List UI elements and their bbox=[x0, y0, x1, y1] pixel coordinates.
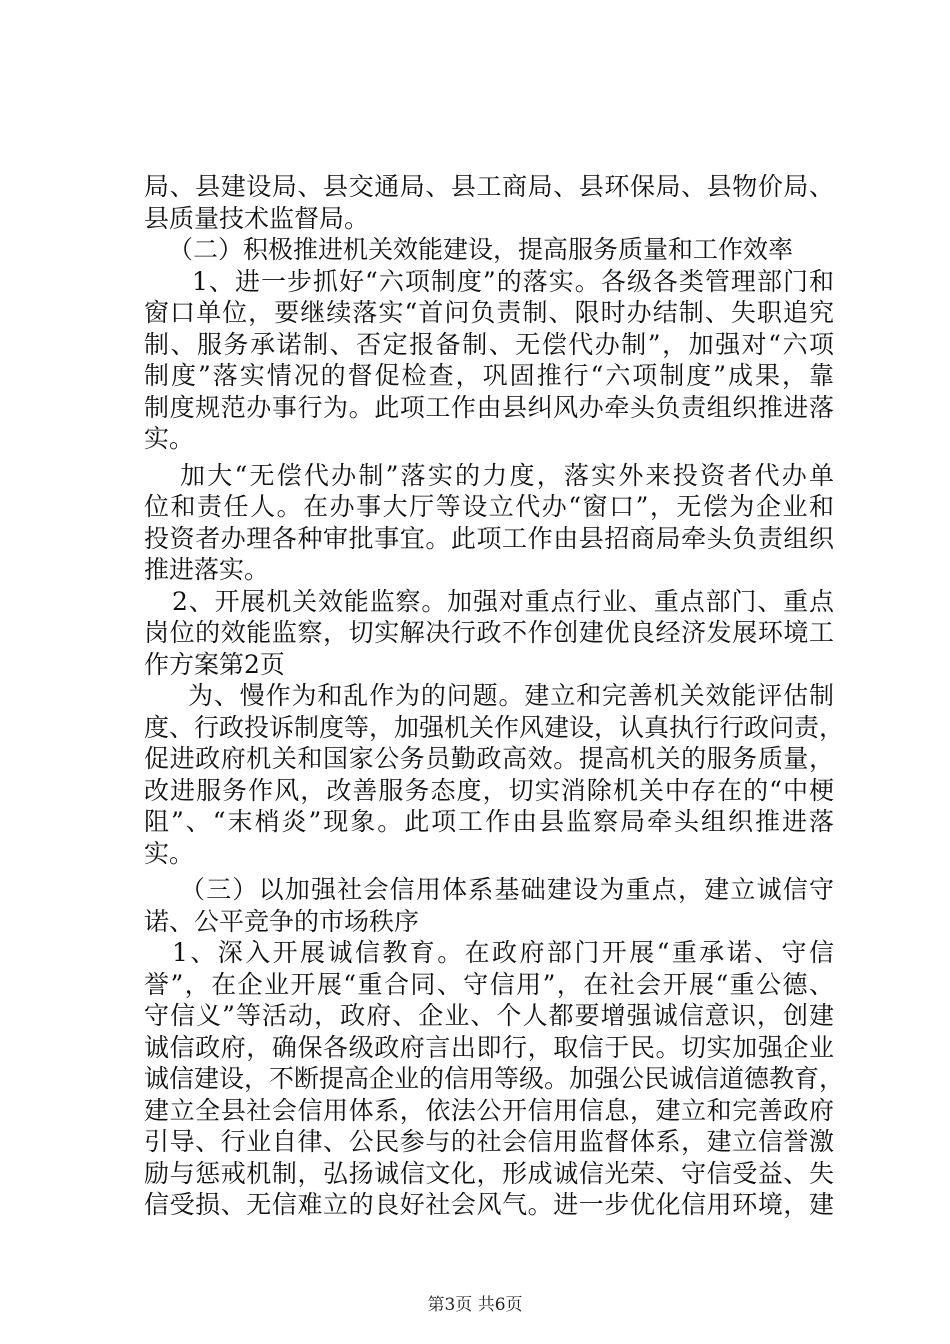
text-line: 度、行政投诉制度等，加强机关作风建设，认真执行行政问责， bbox=[144, 712, 845, 742]
text-line: 阻”、“末梢炎”现象。此项工作由县监察局牵头组织推进落 bbox=[144, 807, 834, 836]
text-line: 誉”，在企业开展“重合同、守信用”，在社会开展“重公德、 bbox=[144, 969, 834, 999]
text-line: 励与惩戒机制，弘扬诚信文化，形成诚信光荣、守信受益、失 bbox=[144, 1158, 834, 1188]
text-line: 改进服务作风，改善服务态度，切实消除机关中存在的“中梗 bbox=[144, 775, 834, 805]
section-heading: （二）积极推进机关效能建设，提高服务质量和工作效率 bbox=[168, 235, 794, 264]
text-line: 加大“无偿代办制”落实的力度，落实外来投资者代办单 bbox=[180, 460, 834, 490]
text-line: 制度规范办事行为。此项工作由县纠风办牵头负责组织推进落 bbox=[144, 392, 834, 422]
text-line: 推进落实。 bbox=[144, 555, 270, 584]
text-line: 投资者办理各种审批事宜。此项工作由县招商局牵头负责组织 bbox=[144, 523, 834, 553]
text-line: 守信义”等活动，政府、企业、个人都要增强诚信意识，创建 bbox=[144, 1001, 834, 1030]
text-line: 为、慢作为和乱作为的问题。建立和完善机关效能评估制 bbox=[188, 681, 834, 710]
text-line: 信受损、无信难立的良好社会风气。进一步优化信用环境，建 bbox=[144, 1190, 834, 1219]
text-line: 窗口单位，要继续落实“首问负责制、限时办结制、失职追究 bbox=[144, 298, 834, 327]
text-line: 建立全县社会信用体系，依法公开信用信息，建立和完善政府 bbox=[144, 1095, 834, 1125]
section-heading: 诺、公平竞争的市场秩序 bbox=[144, 906, 420, 936]
section-heading: （三）以加强社会信用体系基础建设为重点，建立诚信守 bbox=[180, 875, 834, 904]
text-line: 制、服务承诺制、否定报备制、无偿代办制”，加强对“六项 bbox=[144, 329, 834, 359]
text-line: 1、深入开展诚信教育。在政府部门开展“重承诺、守信 bbox=[172, 938, 834, 967]
text-line: 位和责任人。在办事大厅等设立代办“窗口”，无偿为企业和 bbox=[144, 492, 834, 521]
text-line: 县质量技术监督局。 bbox=[144, 203, 370, 233]
text-line: 引导、行业自律、公民参与的社会信用监督体系，建立信誉激 bbox=[144, 1127, 834, 1156]
document-body bbox=[144, 171, 845, 1221]
text-line: 2、开展机关效能监察。加强对重点行业、重点部门、重点 bbox=[172, 586, 834, 616]
text-line: 岗位的效能监察，切实解决行政不作创建优良经济发展环境工 bbox=[144, 618, 834, 647]
text-line: 实。 bbox=[144, 838, 195, 868]
text-line: 1、进一步抓好“六项制度”的落实。各级各类管理部门和 bbox=[192, 266, 834, 296]
text-line: 局、县建设局、县交通局、县工商局、县环保局、县物价局、 bbox=[144, 172, 834, 201]
text-line: 制度”落实情况的督促检查，巩固推行“六项制度”成果，靠 bbox=[144, 361, 834, 390]
page-footer: 第3页 共6页 bbox=[427, 1295, 523, 1315]
text-line: 作方案第2页 bbox=[144, 649, 285, 679]
text-line: 促进政府机关和国家公务员勤政高效。提高机关的服务质量， bbox=[144, 744, 834, 773]
text-line: 诚信政府，确保各级政府言出即行，取信于民。切实加强企业 bbox=[144, 1032, 834, 1062]
text-line: 实。 bbox=[144, 424, 195, 453]
text-line: 诚信建设，不断提高企业的信用等级。加强公民诚信道德教育， bbox=[144, 1064, 845, 1093]
